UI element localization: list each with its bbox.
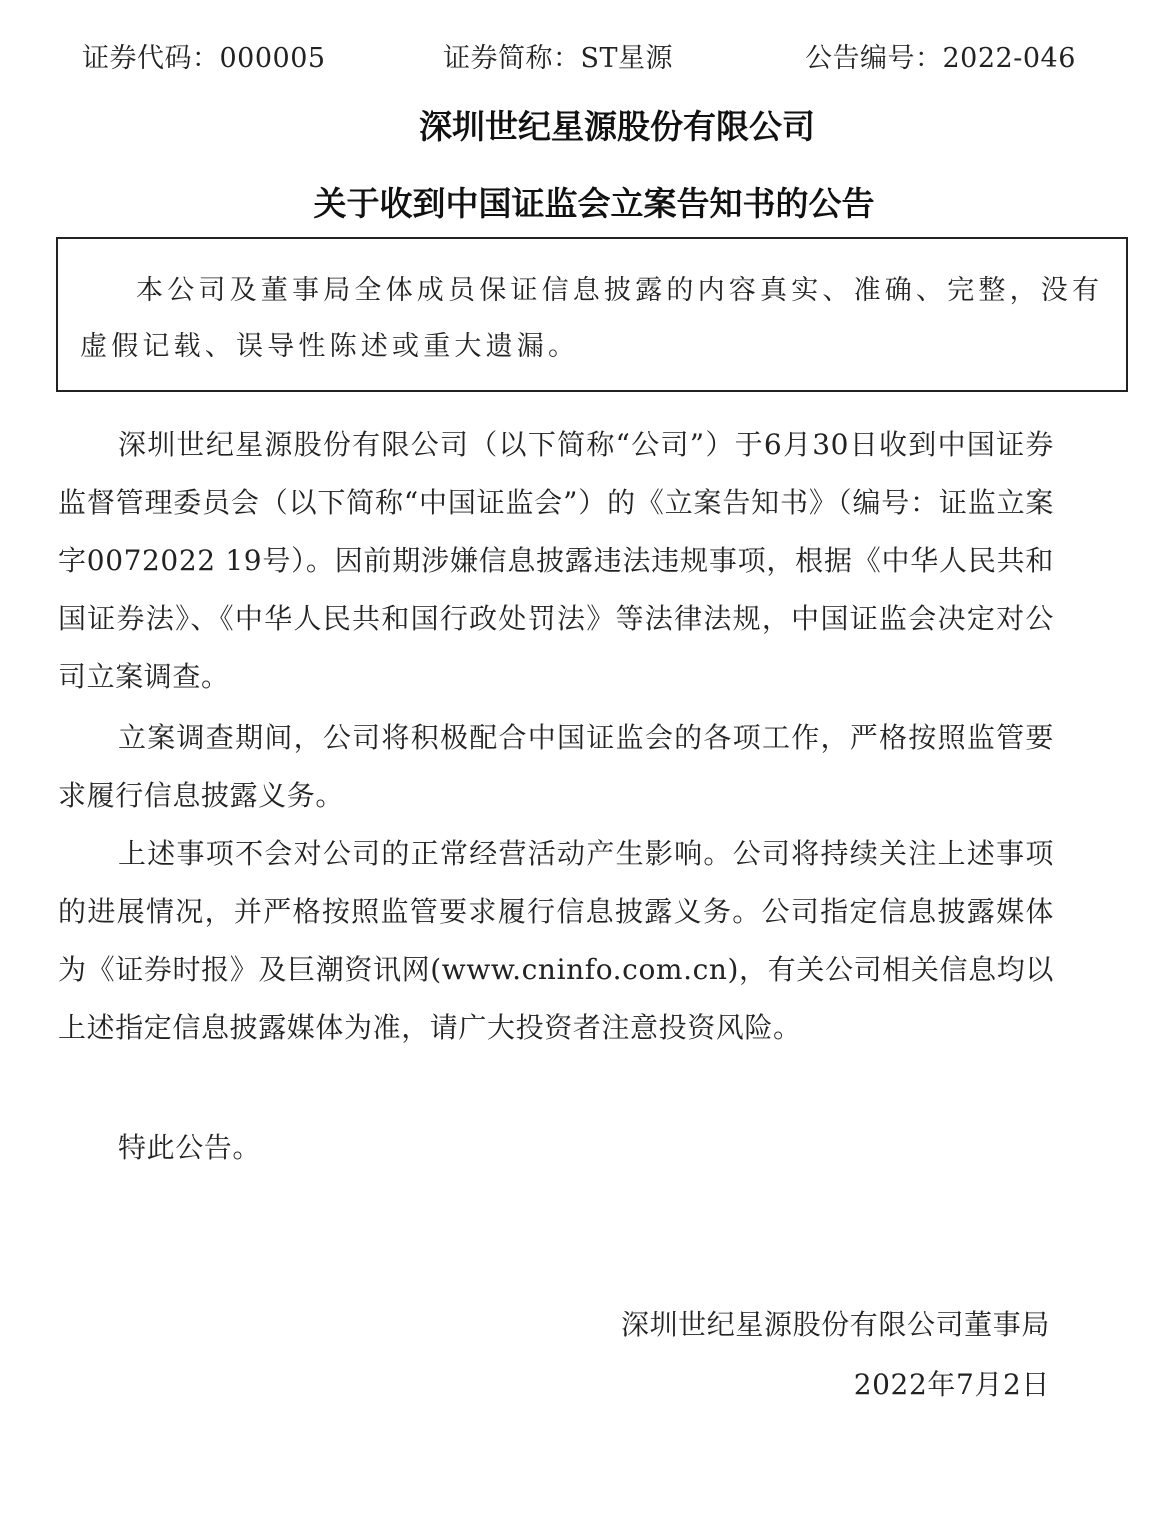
stock-abbreviation: 证券简称：ST星源 — [443, 43, 674, 74]
disclaimer-box — [56, 237, 1128, 392]
announcement-number: 公告编号：2022-046 — [805, 43, 1076, 74]
stock-code: 证券代码：000005 — [82, 43, 326, 74]
body-paragraph-2: 立案调查期间，公司将积极配合中国证监会的各项工作，严格按照监管要求履行信息披露义务。 — [58, 721, 1054, 812]
body-paragraph-3: 上述事项不会对公司的正常经营活动产生影响。公司将持续关注上述事项的进展情况，并严格按照监管要求履行信息披露义务。公司指定信息披露媒体为《证券时报》及巨潮资讯网(www.cninfo.com.cn)，有关公司相关信息均以上述指定信息披露媒体为准，请广大投资者注意投资风险。 — [58, 837, 1054, 1044]
disclaimer-text: 本公司及董事局全体成员保证信息披露的内容真实、准确、完整，没有虚假记载、误导性陈述或重大遗漏。 — [80, 275, 1104, 362]
announcement-title: 关于收到中国证监会立案告知书的公告 — [313, 184, 875, 223]
closing-statement: 特此公告。 — [118, 1131, 262, 1164]
signature-organization: 深圳世纪星源股份有限公司董事局 — [620, 1308, 1050, 1341]
company-title: 深圳世纪星源股份有限公司 — [419, 107, 815, 146]
signature-date: 2022年7月2日 — [853, 1368, 1050, 1401]
body-paragraph-1: 深圳世纪星源股份有限公司（以下简称“公司”）于6月30日收到中国证券监督管理委员会（以下简称“中国证监会”）的《立案告知书》（编号：证监立案字0072022 19号）。因前期涉嫌信息披露违法违规事项，根据《中华人民共和国证券法》、《中华人民共和国行政处罚法》等法律法规，中国证监会决定对公司立案调查。 — [58, 428, 1054, 693]
